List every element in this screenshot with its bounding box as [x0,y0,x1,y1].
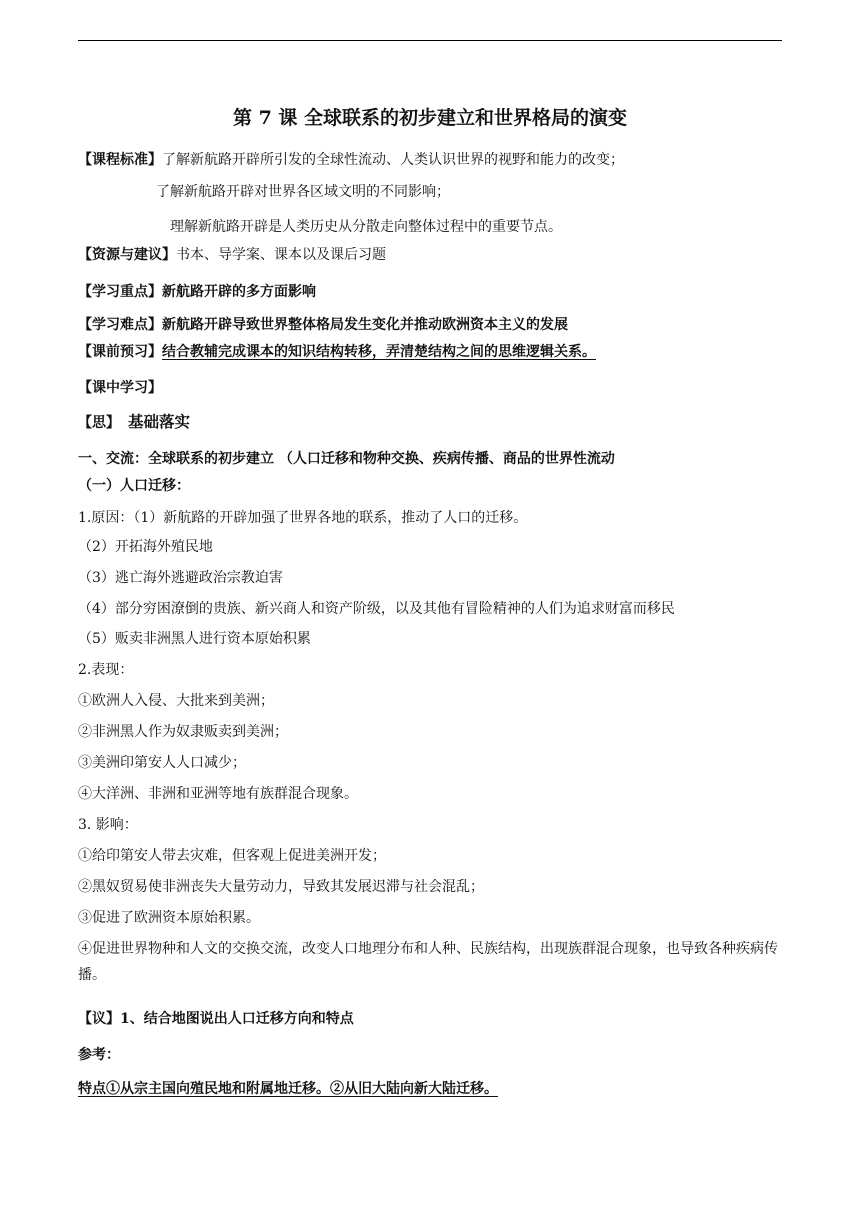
course-standard-line-1 [78,150,624,170]
cause-1: 1.原因：（1）新航路的开辟加强了世界各地的联系，推动了人口的迁移。 [78,510,528,526]
focus-label: 【学习重点】 [78,284,162,300]
manifest-4: ④大洋洲、非洲和亚洲等地有族群混合现象。 [78,786,358,802]
resources-text: 书本、导学案、课本以及课后习题 [176,247,386,263]
course-standard-line-2: 了解新航路开辟对世界各区域文明的不同影响； [156,184,450,200]
impact-1: ①给印第安人带去灾难，但客观上促进美洲开发； [78,848,386,864]
resources-line [78,245,386,265]
manifest-3: ③美洲印第安人人口减少； [78,755,246,771]
impact-2: ②黑奴贸易使非洲丧失大量劳动力，导致其发展迟滞与社会混乱； [78,879,484,895]
course-standard-line-3: 理解新航路开辟是人类历史从分散走向整体过程中的重要节点。 [170,219,562,235]
think-label: 【思】 [78,415,120,431]
difficulty-label: 【学习难点】 [78,317,162,333]
preview-label: 【课前预习】 [78,344,162,360]
manifest-1: ①欧洲人入侵、大批来到美洲； [78,693,274,709]
section-1-heading: 一、交流：全球联系的初步建立 （人口迁移和物种交换、疾病传播、商品的世界性流动 [78,451,615,467]
impact-3: ③促进了欧洲资本原始积累。 [78,910,260,926]
manifest-2: ②非洲黑人作为奴隶贩卖到美洲； [78,724,288,740]
cause-2: （2）开拓海外殖民地 [78,539,213,555]
difficulty-text: 新航路开辟导致世界整体格局发生变化并推动欧洲资本主义的发展 [162,317,568,333]
think-heading [78,412,190,433]
course-standard-label: 【课程标准】 [78,152,162,168]
preview-line [78,342,596,362]
difficulty-line [78,315,568,335]
discuss-label: 【议】 [78,1011,120,1027]
impact-heading: 3. 影响： [78,817,138,833]
cause-5: （5）贩卖非洲黑人进行资本原始积累 [78,631,311,647]
resources-label: 【资源与建议】 [78,247,176,263]
cause-3: （3）逃亡海外逃避政治宗教迫害 [78,570,283,586]
cause-4: （4）部分穷困潦倒的贵族、新兴商人和资产阶级，以及其他有冒险精神的人们为追求财富而移民 [78,601,675,617]
traits-line: 特点①从宗主国向殖民地和附属地迁移。②从旧大陆向新大陆迁移。 [78,1081,498,1097]
focus-text: 新航路开辟的多方面影响 [162,284,316,300]
impact-4: ④促进世界物种和人文的交换交流，改变人口地理分布和人种、民族结构，出现族群混合现象，也导致各种疾病传播。 [78,941,778,983]
manifest-heading: 2.表现： [78,662,134,678]
preview-text: 结合教辅完成课本的知识结构转移，弄清楚结构之间的思维逻辑关系。 [162,344,596,360]
header-rule [78,40,782,41]
discuss-text: 1、结合地图说出人口迁移方向和特点 [120,1011,354,1027]
course-standard-text-1: 了解新航路开辟所引发的全球性流动、人类认识世界的视野和能力的改变； [162,152,624,168]
focus-line [78,282,316,302]
discuss-line [78,1009,354,1029]
think-text: 基础落实 [128,412,191,431]
lesson-title: 第 7 课 全球联系的初步建立和世界格局的演变 [232,107,628,129]
in-class-heading: 【课中学习】 [78,380,162,396]
reference-label: 参考： [78,1047,120,1063]
subsection-1-heading: （一）人口迁移： [78,478,190,494]
